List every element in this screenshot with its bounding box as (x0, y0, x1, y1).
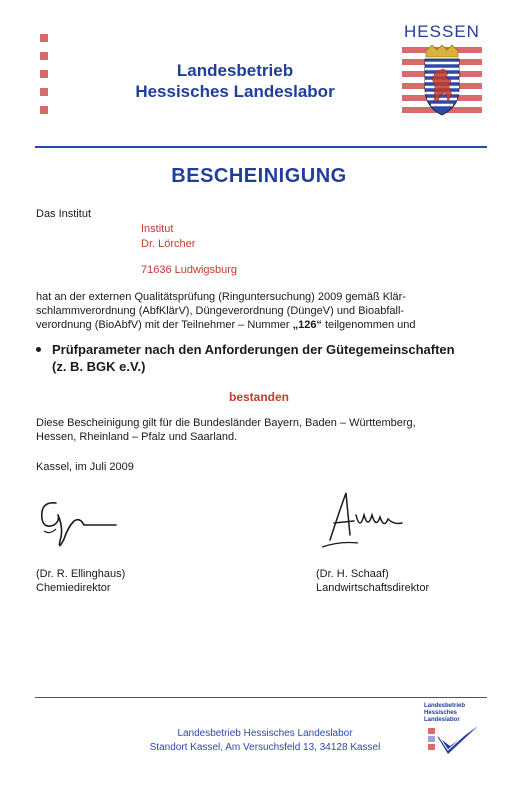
intro-text: Das Institut (36, 208, 92, 220)
recipient-name-line2: Dr. Lörcher (141, 238, 196, 250)
paragraph-text: verordnung (BioAbfV) mit der Teilnehmer – Nummer (36, 319, 293, 331)
hessen-lion-coat-of-arms-icon (402, 45, 482, 117)
validity-line2: Hessen, Rheinland – Pfalz und Saarland. (36, 431, 238, 443)
emblem-square (40, 106, 48, 114)
signatory-right-role: Landwirtschaftsdirektor (316, 582, 430, 594)
result-text: bestanden (228, 390, 289, 404)
signature-schaaf (310, 485, 420, 560)
place-date: Kassel, im Juli 2009 (36, 461, 134, 473)
badge-line: Landeslabor (424, 717, 460, 723)
lhl-checkmark-logo-icon (428, 724, 480, 758)
footer-badge-text (424, 703, 484, 724)
badge-line: Hessisches (424, 710, 458, 716)
test-parameters (52, 341, 502, 375)
test-parameters-line1: Prüfparameter nach den Anforderungen der Gütegemeinschaften (52, 342, 455, 357)
validity-line1: Diese Bescheinigung gilt für die Bundesländer Bayern, Baden – Württemberg, (36, 417, 416, 429)
state-name: HESSEN (404, 22, 480, 41)
test-parameters-line2: (z. B. BGK e.V.) (52, 359, 146, 374)
signatory-left-role: Chemiedirektor (36, 582, 111, 594)
badge-line: Landesbetrieb (424, 703, 466, 709)
signatory-left-name: (Dr. R. Ellinghaus) (36, 568, 126, 580)
participant-number: „126“ (292, 319, 322, 331)
recipient-city: 71636 Ludwigsburg (141, 264, 238, 276)
emblem-square (40, 34, 48, 42)
paragraph-line (36, 318, 416, 332)
bullet-icon (36, 347, 41, 352)
footer-rule (35, 697, 487, 698)
paragraph-line: hat an der externen Qualitätsprüfung (Ringuntersuchung) 2009 gemäß Klär- (36, 291, 406, 303)
footer-line1: Landesbetrieb Hessisches Landeslabor (177, 728, 353, 739)
recipient-name-line1: Institut (141, 223, 174, 235)
document-title: BESCHEINIGUNG (171, 165, 347, 187)
org-name-line1: Landesbetrieb (176, 61, 294, 80)
paragraph-text: teilgenommen und (321, 319, 416, 331)
emblem-square (40, 70, 48, 78)
paragraph-line: schlammverordnung (AbfKlärV), Düngeverordnung (DüngeV) und Bioabfall- (36, 305, 405, 317)
footer-line2: Standort Kassel, Am Versuchsfeld 13, 34128 Kassel (149, 742, 381, 753)
signatory-right-name: (Dr. H. Schaaf) (316, 568, 389, 580)
signature-ellinghaus (30, 485, 130, 560)
emblem-square (40, 88, 48, 96)
emblem-square (40, 52, 48, 60)
header-rule (35, 146, 487, 148)
org-name-line2: Hessisches Landeslabor (135, 82, 335, 101)
